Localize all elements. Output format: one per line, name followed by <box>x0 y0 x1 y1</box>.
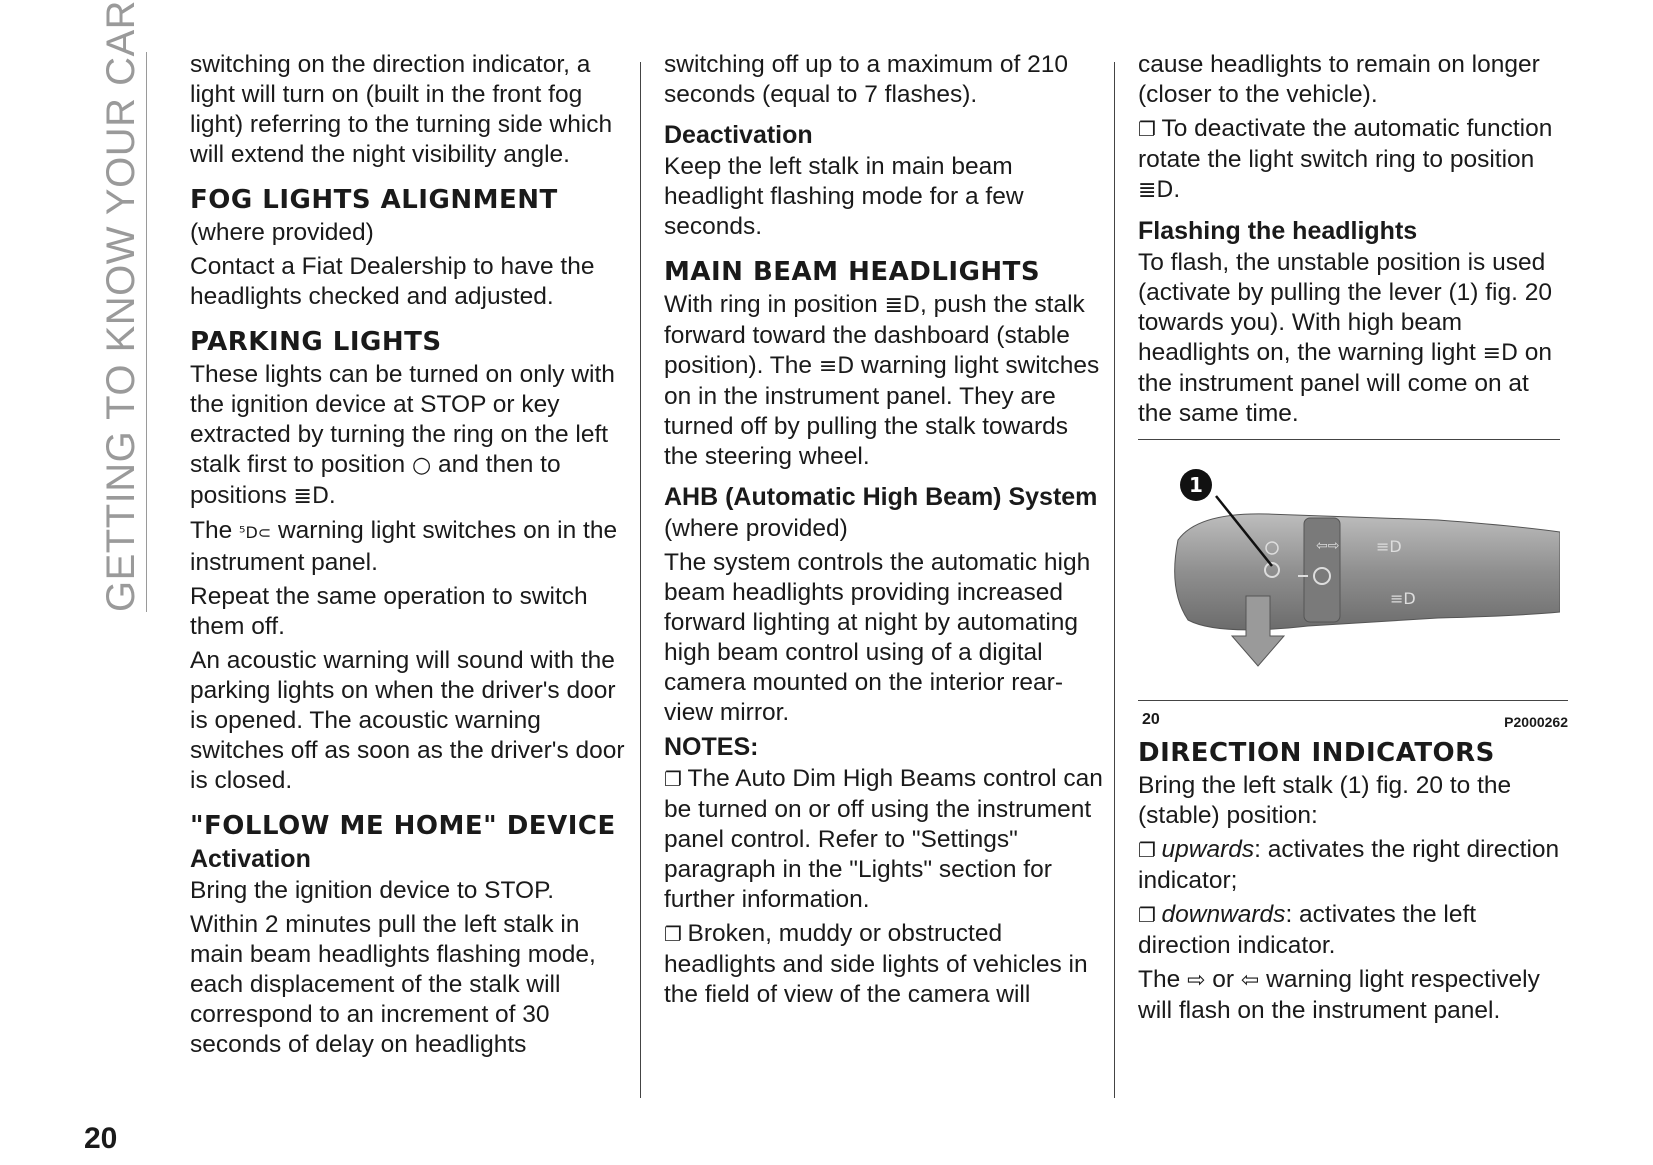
where-provided-note: (where provided) <box>664 515 848 542</box>
heading-direction-indicators: DIRECTION INDICATORS <box>1138 738 1495 768</box>
paragraph: Keep the left stalk in main beam headlight flashing mode for a few seconds. <box>664 153 1024 240</box>
figure-caption <box>1138 700 1568 731</box>
heading-main-beam-headlights: MAIN BEAM HEADLIGHTS <box>664 257 1041 287</box>
stalk-illustration <box>1138 440 1560 700</box>
arrow-left-icon: ⇦ <box>1240 968 1260 993</box>
paragraph: To flash, the unstable position is used (activate by pulling the lever (1) fig. 20 towards you). With high beam headlights on, the warning light ≡D on the instrument panel will come on at the same time. <box>1138 249 1553 427</box>
subheading-activation: Activation <box>190 845 311 873</box>
paragraph: Contact a Fiat Dealership to have the headlights checked and adjusted. <box>190 253 595 310</box>
bullet-item: ❐ upwards: activates the right direction indicator; <box>1138 835 1568 896</box>
paragraph: Bring the left stalk (1) fig. 20 to the (stable) position: <box>1138 772 1512 829</box>
low-beam-icon: ≣D <box>293 484 329 509</box>
heading-fog-lights-alignment: FOG LIGHTS ALIGNMENT <box>190 185 558 215</box>
paragraph: Repeat the same operation to switch them off. <box>190 583 588 640</box>
bullet-item: ❐ To deactivate the automatic function rotate the light switch ring to position ≣D. <box>1138 114 1568 206</box>
column-2 <box>664 50 1104 1014</box>
heading-follow-me-home: "FOLLOW ME HOME" DEVICE <box>190 811 616 841</box>
subheading-deactivation: Deactivation <box>664 121 813 149</box>
paragraph: The system controls the automatic high beam headlights providing increased forward lighting at night by automating high beam control using of a digital camera mounted on the interior rear-view mirror. <box>664 549 1091 726</box>
side-lights-icon: ⁵D⊂ <box>239 523 272 542</box>
callout-number: 1 <box>1189 473 1203 497</box>
subheading-notes: NOTES: <box>664 733 759 761</box>
column-1 <box>190 50 630 1064</box>
side-divider <box>146 52 147 612</box>
ring-off-icon: ○ <box>411 453 432 478</box>
heading-parking-lights: PARKING LIGHTS <box>190 327 442 357</box>
bullet-item: ❐ downwards: activates the left direction indicator. <box>1138 900 1568 961</box>
arrow-right-icon: ⇨ <box>1187 968 1206 993</box>
paragraph: The ⇨ or ⇦ warning light respectively will flash on the instrument panel. <box>1138 966 1540 1024</box>
paragraph: These lights can be turned on only with the ignition device at STOP or key extracted by turning the ring on the left stalk first to position ○ and then to positions ≣D. <box>190 360 630 512</box>
column-divider <box>1114 62 1115 1098</box>
low-beam-icon: ≣D <box>1138 178 1174 203</box>
side-section-title: GETTING TO KNOW YOUR CAR <box>99 0 143 612</box>
paragraph: switching on the direction indicator, a light will turn on (built in the front fog light) referring to the turning side which will extend the night visibility angle. <box>190 51 613 168</box>
main-beam-icon: ≡D <box>1482 341 1518 366</box>
paragraph: The ⁵D⊂ warning light switches on in the instrument panel. <box>190 517 618 576</box>
column-divider <box>640 62 641 1098</box>
svg-text:⇦⇨: ⇦⇨ <box>1316 538 1340 554</box>
main-beam-icon: ≡D <box>818 354 855 379</box>
bullet-item: ❐ Broken, muddy or obstructed headlights and side lights of vehicles in the field of view of the camera will <box>664 919 1104 1010</box>
paragraph: cause headlights to remain on longer (closer to the vehicle). <box>1138 51 1540 108</box>
subheading-flashing-headlights: Flashing the headlights <box>1138 217 1418 245</box>
stalk-figure <box>1138 439 1560 700</box>
column-3 <box>1138 50 1568 1030</box>
paragraph: Bring the ignition device to STOP. <box>190 877 555 904</box>
svg-text:≡D: ≡D <box>1376 537 1402 556</box>
paragraph: An acoustic warning will sound with the parking lights on when the driver's door is opened. The acoustic warning switches off as soon as the driver's door is closed. <box>190 647 625 794</box>
where-provided-note: (where provided) <box>190 219 374 246</box>
figure-number: 20 <box>1142 711 1160 728</box>
paragraph: Within 2 minutes pull the left stalk in main beam headlights flashing mode, each displacement of the stalk will correspond to an increment of 30 seconds of delay on headlights <box>190 911 596 1058</box>
subheading-ahb-system: AHB (Automatic High Beam) System <box>664 483 1098 511</box>
page-number: 20 <box>84 1122 118 1155</box>
svg-text:≡D: ≡D <box>1390 589 1416 608</box>
low-beam-icon: ≣D <box>884 293 920 318</box>
bullet-item: ❐ The Auto Dim High Beams control can be turned on or off using the instrument panel control. Refer to "Settings" paragraph in the "Lights" section for further information. <box>664 764 1104 915</box>
paragraph: switching off up to a maximum of 210 seconds (equal to 7 flashes). <box>664 51 1068 108</box>
figure-code: P2000262 <box>1504 714 1568 730</box>
paragraph: With ring in position ≣D, push the stalk forward toward the dashboard (stable position). The ≡D warning light switches on in the instrument panel. They are turned off by pulling the stalk towards the steering wheel. <box>664 291 1100 470</box>
